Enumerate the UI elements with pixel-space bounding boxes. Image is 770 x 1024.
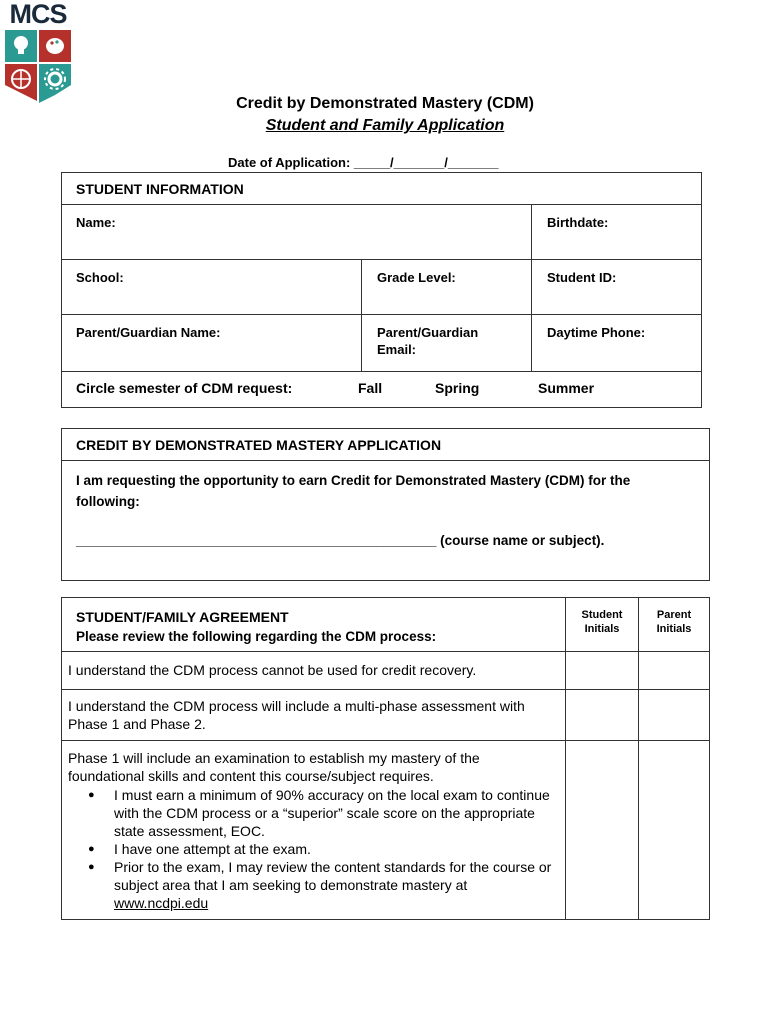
student-initials-header: Student Initials — [581, 609, 623, 635]
student-initials-row3[interactable] — [566, 741, 638, 919]
student-information-section — [61, 172, 702, 408]
date-of-application-field[interactable]: Date of Application: _____/_______/_______ — [228, 155, 499, 170]
grade-level-field[interactable]: Grade Level: — [377, 270, 456, 285]
course-name-field[interactable]: ________________________________________________ (course name or subject). — [76, 533, 605, 548]
name-field[interactable]: Name: — [76, 215, 116, 230]
agreement-row-credit-recovery: I understand the CDM process cannot be used for credit recovery. — [68, 662, 477, 678]
daytime-phone-field[interactable]: Daytime Phone: — [547, 325, 646, 340]
agreement-title: STUDENT/FAMILY AGREEMENT — [76, 609, 289, 625]
bullet-review-text: Prior to the exam, I may review the content standards for the course or subject area that I am seeking to demonstrate mastery at — [114, 859, 552, 893]
form-title: Credit by Demonstrated Mastery (CDM) — [236, 95, 534, 112]
parent-initials-header: Parent Initials — [656, 609, 692, 635]
student-id-field[interactable]: Student ID: — [547, 270, 617, 285]
semester-option-spring[interactable]: Spring — [435, 380, 480, 396]
phase1-bullet-list — [68, 786, 560, 912]
parent-initials-row2[interactable] — [639, 690, 709, 740]
agreement-row-multi-phase: I understand the CDM process will include a multi-phase assessment with Phase 1 and Phase 2. — [68, 698, 525, 732]
student-initials-row1[interactable] — [566, 652, 638, 689]
student-information-title: STUDENT INFORMATION — [76, 181, 244, 197]
logo-text: MCS — [9, 0, 67, 29]
parent-email-field[interactable]: Parent/Guardian Email: — [377, 325, 479, 357]
student-initials-row2[interactable] — [566, 690, 638, 740]
school-field[interactable]: School: — [76, 270, 124, 285]
semester-option-summer[interactable]: Summer — [538, 380, 595, 396]
parent-initials-row3[interactable] — [639, 741, 709, 919]
bullet-review-standards — [68, 858, 560, 912]
agreement-row-phase1: Phase 1 will include an examination to establish my mastery of the foundational skills and content this course/subject requires. — [68, 750, 480, 784]
parent-initials-row1[interactable] — [639, 652, 709, 689]
cdm-application-title: CREDIT BY DEMONSTRATED MASTERY APPLICATION — [76, 437, 442, 453]
agreement-subtitle: Please review the following regarding the CDM process: — [76, 629, 437, 644]
semester-prompt: Circle semester of CDM request: — [76, 380, 293, 396]
birthdate-field[interactable]: Birthdate: — [547, 215, 609, 230]
form-subtitle: Student and Family Application — [265, 117, 505, 134]
semester-option-fall[interactable]: Fall — [358, 380, 383, 396]
bullet-one-attempt: ● I have one attempt at the exam. — [68, 840, 560, 858]
cdm-request-text: I am requesting the opportunity to earn Credit for Demonstrated Mastery (CDM) for the following: — [76, 473, 631, 509]
bullet-accuracy: ● I must earn a minimum of 90% accuracy on the local exam to continue with the CDM process or a “superior” scale score on the appropriate state assessment, EOC. — [68, 786, 560, 840]
ncdpi-link[interactable]: www.ncdpi.edu — [114, 895, 209, 911]
parent-name-field[interactable]: Parent/Guardian Name: — [76, 325, 221, 340]
